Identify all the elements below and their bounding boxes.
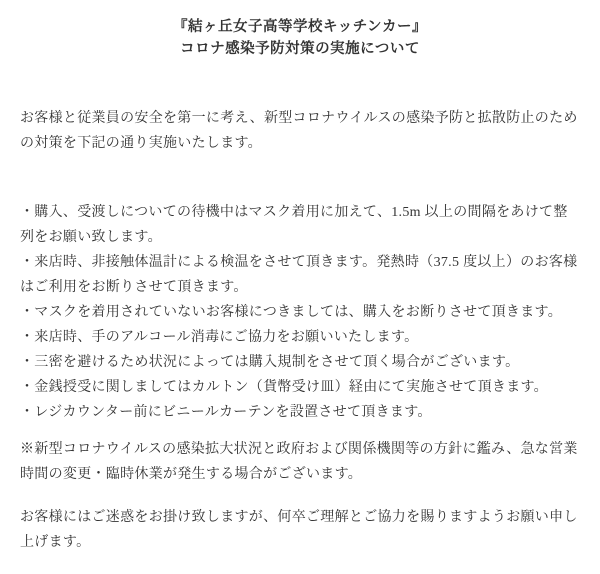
title-line-2: コロナ感染予防対策の実施について xyxy=(180,41,420,57)
measure-item-cash-tray: ・金銭授受に関しましてはカルトン（貨幣受け皿）経由にて実施させて頂きます。 xyxy=(20,380,548,395)
measure-item-hand-sanitizer: ・来店時、手のアルコール消毒にご協力をお願いいたします。 xyxy=(20,330,419,345)
measure-item-queue-spacing: ・購入、受渡しについての待機中はマスク着用に加えて、1.5m 以上の間隔をあけて整列をお願い致します。 xyxy=(20,205,568,245)
document-title xyxy=(20,16,580,60)
title-line-1: 『結ヶ丘女子高等学校キッチンカー』 xyxy=(173,19,427,35)
measures-list xyxy=(20,200,580,425)
measure-item-vinyl-curtain: ・レジカウンター前にビニールカーテンを設置させて頂きます。 xyxy=(20,405,432,420)
note-paragraph: ※新型コロナウイルスの感染拡大状況と政府および関係機関等の方針に鑑み、急な営業時間の変更・臨時休業が発生する場合がございます。 xyxy=(20,442,578,482)
measure-item-temperature-check: ・来店時、非接触体温計による検温をさせて頂きます。発熱時（37.5 度以上）のお客様はご利用をお断りさせて頂きます。 xyxy=(20,255,578,295)
closing-paragraph: お客様にはご迷惑をお掛け致しますが、何卒ご理解とご協力を賜りますようお願い申し上げます。 xyxy=(20,510,578,550)
intro-paragraph: お客様と従業員の安全を第一に考え、新型コロナウイルスの感染予防と拡散防止のための対策を下記の通り実施いたします。 xyxy=(20,111,578,151)
measure-item-mask-required: ・マスクを着用されていないお客様につきましては、購入をお断りさせて頂きます。 xyxy=(20,305,562,320)
measure-item-purchase-limit: ・三密を避けるため状況によっては購入規制をさせて頂く場合がございます。 xyxy=(20,355,520,370)
